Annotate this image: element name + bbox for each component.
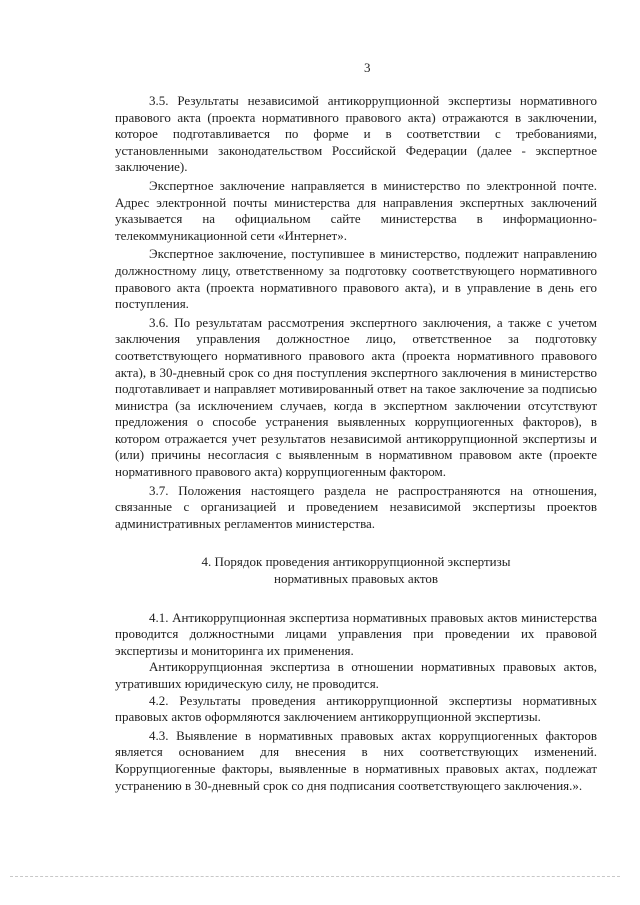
page-number: 3 [364, 60, 371, 75]
paragraph-expert-conclusion-routing: Экспертное заключение, поступившее в министерство, подлежит направлению должностному лицу, ответственному за подготовку соответствующего нормативного правового акта (проекта нормативного правового акта), и в управление в день его поступления. [115, 246, 597, 312]
paragraph-3-6: 3.6. По результатам рассмотрения экспертного заключения, а также с учетом заключения управления должностное лицо, ответственное за подготовку соответствующего нормативного правового акта (проекта нормативного правового акта), в 30-дневный срок со дня поступления экспертного заключения в министерство подготавливает и направляет мотивированный ответ на такое заключение за подписью министра (за исключением случаев, когда в экспертном заключении отсутствуют предложения о способе устранения выявленных коррупциогенных факторов), в котором отражается учет результатов независимой антикоррупционной экспертизы и (или) причины несогласия с выявленным в нормативном правовом акте (проекте нормативного правового акта) коррупциогенным фактором. [115, 314, 597, 480]
paragraph-4-3: 4.3. Выявление в нормативных правовых актах коррупциогенных факторов является основанием для внесения в них соответствующих изменений. Коррупциогенные факторы, выявленные в нормативных правовых актах, подлежат устранению в 30-дневный срок со дня подписания соответствующего заключения.». [115, 727, 597, 793]
paragraph-4-1: 4.1. Антикоррупционная экспертиза нормативных правовых актов министерства проводится должностными лицами управления при проведении их правовой экспертизы и мониторинга их применения. [115, 609, 597, 658]
paragraph-3-5: 3.5. Результаты независимой антикоррупционной экспертизы нормативного правового акта (проекта нормативного правового акта) отражаются в заключении, которое подготавливается по форме и в соответствии с требованиями, установленными законодательством Российской Федерации (далее - экспертное заключение). [115, 93, 597, 175]
section-heading-line-1: 4. Порядок проведения антикоррупционной экспертизы [201, 554, 511, 570]
paragraph-4-2: 4.2. Результаты проведения антикоррупционной экспертизы нормативных правовых актов оформляются заключением антикоррупционной экспертизы. [115, 692, 597, 725]
paragraph-3-7: 3.7. Положения настоящего раздела не распространяются на отношения, связанные с организацией и проведением независимой экспертизы проектов административных регламентов министерства. [115, 482, 597, 531]
section-4-heading [115, 554, 597, 587]
document-body [115, 93, 597, 794]
paragraph-repealed-acts: Антикоррупционная экспертиза в отношении нормативных правовых актов, утративших юридическую силу, не проводится. [115, 659, 597, 691]
footer-dashed-line [10, 876, 620, 877]
section-heading-line-2: нормативных правовых актов [273, 571, 438, 587]
paragraph-expert-conclusion-email: Экспертное заключение направляется в министерство по электронной почте. Адрес электронной почты министерства для направления экспертных заключений указывается на официальном сайте министерства в информационно-телекоммуникационной сети «Интернет». [115, 177, 597, 243]
